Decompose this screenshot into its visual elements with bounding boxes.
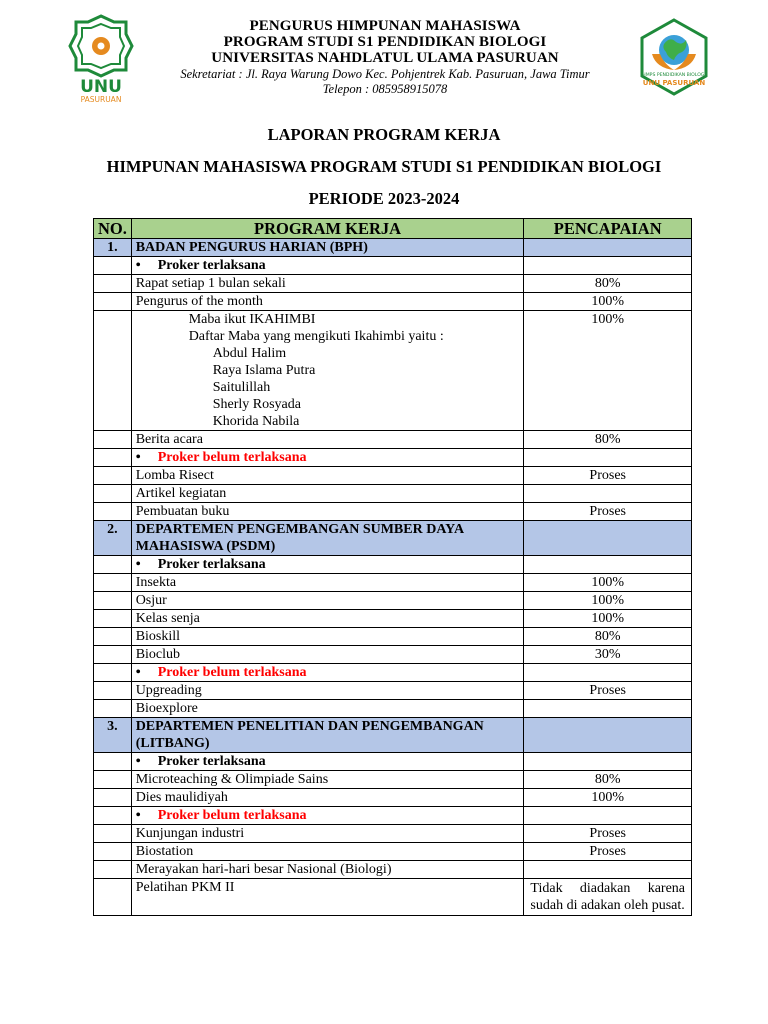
pending-label: Proker belum terlaksana [157,450,307,465]
university-line: UNIVERSITAS NAHDLATUL ULAMA PASURUAN [211,50,559,66]
pending-label: Proker belum terlaksana [157,808,307,823]
hmps-biologi-logo [636,18,712,96]
table-row: Dies maulidiyah 100% [94,789,692,807]
table-row: Microteaching & Olimpiade Sains 80% [94,771,692,789]
table-row: Kunjungan industri Proses [94,825,692,843]
pending-label: Proker belum terlaksana [157,665,307,680]
svg-text:HMPS PENDIDIKAN BIOLOGI: HMPS PENDIDIKAN BIOLOGI [642,73,706,78]
phone-line: Telepon : 085958915078 [322,82,448,96]
table-row: Osjur 100% [94,592,692,610]
letterhead [0,0,768,110]
table-row: Lomba Risect Proses [94,467,692,485]
table-row: Pengurus of the month 100% [94,293,692,311]
table-row: Insekta 100% [94,574,692,592]
table-row: Rapat setiap 1 bulan sekali 80% [94,275,692,293]
done-label: Proker terlaksana [157,754,266,769]
svg-text:PASURUAN: PASURUAN [80,95,122,104]
section-title: DEPARTEMEN PENGEMBANGAN SUMBER DAYA MAHASISWA (PSDM) [131,521,524,556]
bullet-icon: • [135,754,141,769]
report-title: LAPORAN PROGRAM KERJA [267,125,501,144]
study-program-line: PROGRAM STUDI S1 PENDIDIKAN BIOLOGI [223,34,547,50]
section-row-psdm: 2. DEPARTEMEN PENGEMBANGAN SUMBER DAYA MAHASISWA (PSDM) [94,521,692,556]
section-title: BADAN PENGURUS HARIAN (BPH) [131,239,524,257]
table-row: Artikel kegiatan [94,485,692,503]
table-row: Bioskill 80% [94,628,692,646]
bullet-icon: • [135,557,141,572]
bullet-icon: • [135,665,141,680]
document-titles [0,124,768,220]
subheader-row [94,753,692,771]
header-program: PROGRAM KERJA [131,219,524,239]
bullet-icon: • [135,808,141,823]
section-title: DEPARTEMEN PENELITIAN DAN PENGEMBANGAN (LITBANG) [131,718,524,753]
list-item: Sherly Rosyada [212,397,301,412]
table-row: Bioexplore [94,700,692,718]
header-achievement: PENCAPAIAN [524,219,692,239]
subheader-row [94,807,692,825]
org-name-line: PENGURUS HIMPUNAN MAHASISWA [249,18,521,34]
note-cell: Tidak diadakan karena sudah di adakan oleh pusat. [524,879,692,916]
bullet-icon: • [135,450,141,465]
org-title: HIMPUNAN MAHASISWA PROGRAM STUDI S1 PENDIDIKAN BIOLOGI [106,157,662,176]
table-row: Maba ikut IKAHIMBI Daftar Maba yang mengikuti Ikahimbi yaitu : Abdul Halim Raya Islama Putra Saitulillah Sherly Rosyada Khorida Nabila 100% [94,311,692,431]
list-item: Saitulillah [212,380,271,395]
done-label: Proker terlaksana [157,557,266,572]
work-program-table [93,218,692,916]
subheader-row [94,257,692,275]
table-row: Pembuatan buku Proses [94,503,692,521]
bullet-icon: • [135,258,141,273]
table-row: Kelas senja 100% [94,610,692,628]
list-item: Khorida Nabila [212,414,300,429]
list-item: Raya Islama Putra [212,363,316,378]
done-label: Proker terlaksana [157,258,266,273]
svg-text:UNU PASURUAN: UNU PASURUAN [642,79,706,87]
subheader-row [94,664,692,682]
table-row: Bioclub 30% [94,646,692,664]
table-row: Upgreading Proses [94,682,692,700]
subheader-row [94,449,692,467]
table-header-row [94,219,692,239]
unu-pasuruan-logo [66,14,136,104]
section-row-litbang: 3. DEPARTEMEN PENELITIAN DAN PENGEMBANGAN (LITBANG) [94,718,692,753]
table-row: Pelatihan PKM II Tidak diadakan karena sudah di adakan oleh pusat. [94,879,692,916]
address-line: Sekretariat : Jl. Raya Warung Dowo Kec. Pohjentrek Kab. Pasuruan, Jawa Timur [180,67,590,81]
svg-text:UNU: UNU [80,77,122,97]
section-row-bph: 1. BADAN PENGURUS HARIAN (BPH) [94,239,692,257]
table-row: Biostation Proses [94,843,692,861]
header-no: NO. [94,219,132,239]
list-item: Abdul Halim [212,346,287,361]
table-row: Berita acara 80% [94,431,692,449]
subheader-row [94,556,692,574]
table-row: Merayakan hari-hari besar Nasional (Biologi) [94,861,692,879]
period-title: PERIODE 2023-2024 [308,189,460,208]
